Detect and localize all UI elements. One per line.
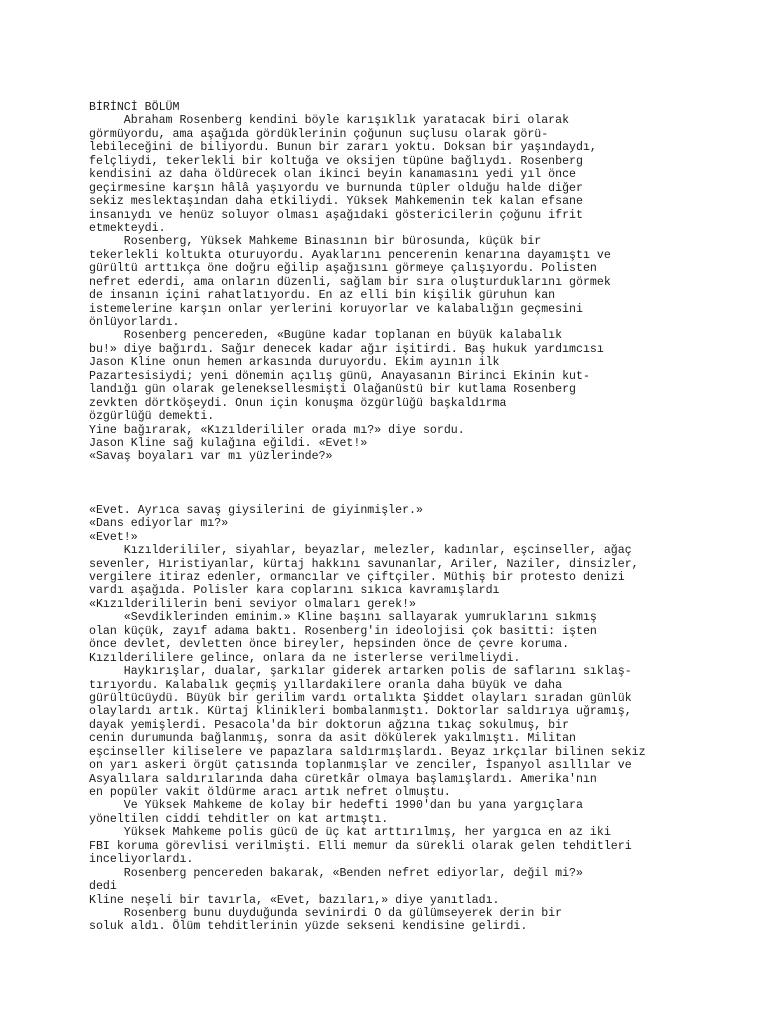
block1-line: «Savaş boyaları var mı yüzlerinde?» bbox=[89, 450, 333, 464]
block1-line: Rosenberg pencereden, «Bugüne kadar toplanan en büyük kalabalık bbox=[89, 329, 563, 343]
text-block-continuation bbox=[89, 504, 729, 934]
block2-line: soluk aldı. Ölüm tehditlerinin yüzde sekseni kendisine gelirdi. bbox=[89, 920, 528, 934]
block1-line: geçirmesine karşın hâlâ yaşıyordu ve burnunda tüpler olduğu halde diğer bbox=[89, 181, 583, 195]
block2-line: Haykırışlar, dualar, şarkılar giderek artarken polis de saflarını sıklaş- bbox=[89, 665, 632, 679]
block1-line: önlüyorlardı. bbox=[89, 316, 180, 329]
block2-line: yöneltilen ciddi tehditler on kat artmıştı. bbox=[89, 812, 389, 826]
block2-line: Kline neşeli bir tavırla, «Evet, bazıları,» diye yanıtladı. bbox=[89, 893, 500, 907]
block1-line: gürültü arttıkça öne doğru eğilip aşağısını görmeye çalışıyordu. Polisten bbox=[89, 262, 597, 276]
text-block-chapter-opening bbox=[89, 101, 729, 464]
block2-line: tırıyordu. Kalabalık geçmiş yıllardakilere oranla daha büyük ve daha bbox=[89, 678, 563, 692]
block1-line: insanıydı ve henüz soluyor olması aşağıdaki göstericilerin çoğunu ifrit bbox=[89, 208, 583, 222]
block2-line: gürültücüydü. Büyük bir gerilim vardı ortalıkta Şiddet olayları sıradan günlük bbox=[89, 691, 632, 705]
block1-line: tekerlekli koltukta oturuyordu. Ayaklarını pencerenin kenarına dayamıştı ve bbox=[89, 248, 611, 262]
block1-line: Jason Kline onun hemen arkasında duruyordu. Ekim ayının ilk bbox=[89, 356, 500, 370]
block2-line: Rosenberg pencereden bakarak, «Benden nefret ediyorlar, değil mi?» bbox=[89, 866, 583, 880]
block1-line: Yine bağırarak, «Kızılderililer orada mı?» diye sordu. bbox=[89, 423, 465, 437]
block2-line: «Sevdiklerinden eminim.» Kline başını sallayarak yumruklarını sıkmış bbox=[89, 611, 597, 625]
block2-line: sevenler, Hıristiyanlar, kürtaj hakkını savunanlar, Ariler, Naziler, dinsizler, bbox=[89, 557, 639, 571]
block1-line: Abraham Rosenberg kendini böyle karışıklık yaratacak biri olarak bbox=[89, 114, 570, 128]
block2-line: en popüler vakit öldürme aracı artık nefret olmuştu. bbox=[89, 786, 451, 799]
block1-line: istemelerine karşın onlar yerlerini koruyorlar ve kalabalığın geçmesini bbox=[89, 302, 583, 316]
block2-line: eşcinseller kiliselere ve papazlara saldırmışlardı. Beyaz ırkçılar bilinen sekiz bbox=[89, 745, 646, 759]
block1-line: kendisini az daha öldürecek olan ikinci beyin kanamasını yedi yıl önce bbox=[89, 168, 577, 182]
block2-line: vergilere itiraz edenler, ormancılar ve çiftçiler. Müthiş bir protesto denizi bbox=[89, 571, 625, 584]
block2-line: Yüksek Mahkeme polis gücü de üç kat arttırılmış, her yargıca en az iki bbox=[89, 826, 611, 840]
block1-line: özgürlüğü demekti. bbox=[89, 410, 215, 424]
block1-line: Rosenberg, Yüksek Mahkeme Binasının bir bürosunda, küçük bir bbox=[89, 235, 542, 249]
block1-line: felçliydi, tekerlekli bir koltuğa ve oksijen tüpüne bağlıydı. Rosenberg bbox=[89, 154, 583, 168]
block2-line: on yarı askeri örgüt çatısında toplanmışlar ve zenciler, İspanyol asıllılar ve bbox=[89, 759, 632, 773]
block1-line: Pazartesisiydi; yeni dönemin açılış günü, Anayasanın Birinci Ekinin kut- bbox=[89, 369, 590, 383]
block2-line: önce devlet, devletten önce bireyler, hepsinden önce de çevre koruma. bbox=[89, 638, 570, 652]
block2-line: «Evet. Ayrıca savaş giysilerini de giyinmişler.» bbox=[89, 503, 423, 517]
block2-line: Ve Yüksek Mahkeme de kolay bir hedefti 1990'dan bu yana yargıçlara bbox=[89, 799, 583, 813]
block2-line: cenin durumunda bağlanmış, sonra da asit dökülerek yakılmıştı. Militan bbox=[89, 732, 577, 746]
block1-line: görmüyordu, ama aşağıda gördüklerinin çoğunun suçlusu olarak görü- bbox=[89, 127, 549, 141]
block1-line: Jason Kline sağ kulağına eğildi. «Evet!» bbox=[89, 436, 368, 450]
block2-line: dedi bbox=[89, 880, 117, 894]
block2-line: olaylardı artık. Kürtaj klinikleri bombalanmıştı. Doktorlar saldırıya uğramış, bbox=[89, 705, 632, 719]
block2-line: Rosenberg bunu duyduğunda sevinirdi O da gülümseyerek derin bir bbox=[89, 906, 563, 920]
block1-line: bu!» diye bağırdı. Sağır denecek kadar ağır işitirdi. Baş hukuk yardımcısı bbox=[89, 342, 604, 356]
block2-line: «Kızılderililerin beni seviyor olmaları gerek!» bbox=[89, 597, 416, 611]
block2-line: inceliyorlardı. bbox=[89, 853, 194, 867]
block1-line: nefret ederdi, ama onların düzenli, sağlam bir sıra oluşturduklarını görmek bbox=[89, 275, 611, 289]
paragraph-gap bbox=[89, 464, 729, 504]
block2-line: Kızılderililer, siyahlar, beyazlar, melezler, kadınlar, eşcinseller, ağaç bbox=[89, 544, 632, 558]
block1-line: sekiz meslektaşından daha etkiliydi. Yüksek Mahkemenin tek kalan efsane bbox=[89, 195, 583, 209]
block2-line: «Evet!» bbox=[89, 530, 138, 544]
document-page bbox=[89, 101, 729, 934]
block2-line: «Dans ediyorlar mı?» bbox=[89, 517, 229, 531]
block2-line: Kızılderililere gelince, onlara da ne isterlerse verilmeliydi. bbox=[89, 651, 521, 665]
block2-line: FBI koruma görevlisi verilmişti. Elli memur da sürekli olarak gelen tehditleri bbox=[89, 839, 632, 853]
block1-line: etmekteydi. bbox=[89, 221, 166, 235]
block1-line: zevkten dörtköşeydi. Onun için konuşma özgürlüğü başkaldırma bbox=[89, 396, 507, 410]
block2-line: vardı aşağıda. Polisler kara coplarını sıkıca kavramışlardı bbox=[89, 584, 500, 598]
block2-line: dayak yemişlerdi. Pesacola'da bir doktorun ağzına tıkaç sokulmuş, bir bbox=[89, 718, 570, 732]
block1-line: BİRİNCİ BÖLÜM bbox=[89, 101, 180, 114]
block1-line: landığı gün olarak geleneksellesmişti Olağanüstü bir kutlama Rosenberg bbox=[89, 383, 577, 397]
block1-line: lebileceğini de biliyordu. Bunun bir zararı yoktu. Doksan bir yaşındaydı, bbox=[89, 141, 597, 155]
block1-line: de insanın içini rahatlatıyordu. En az elli bin kişilik güruhun kan bbox=[89, 289, 556, 303]
block2-line: Asyalılara saldırılarında daha cüretkâr olmaya başlamışlardı. Amerika'nın bbox=[89, 772, 597, 786]
block2-line: olan küçük, zayıf adama baktı. Rosenberg'in ideolojisi çok basitti: işten bbox=[89, 624, 597, 638]
